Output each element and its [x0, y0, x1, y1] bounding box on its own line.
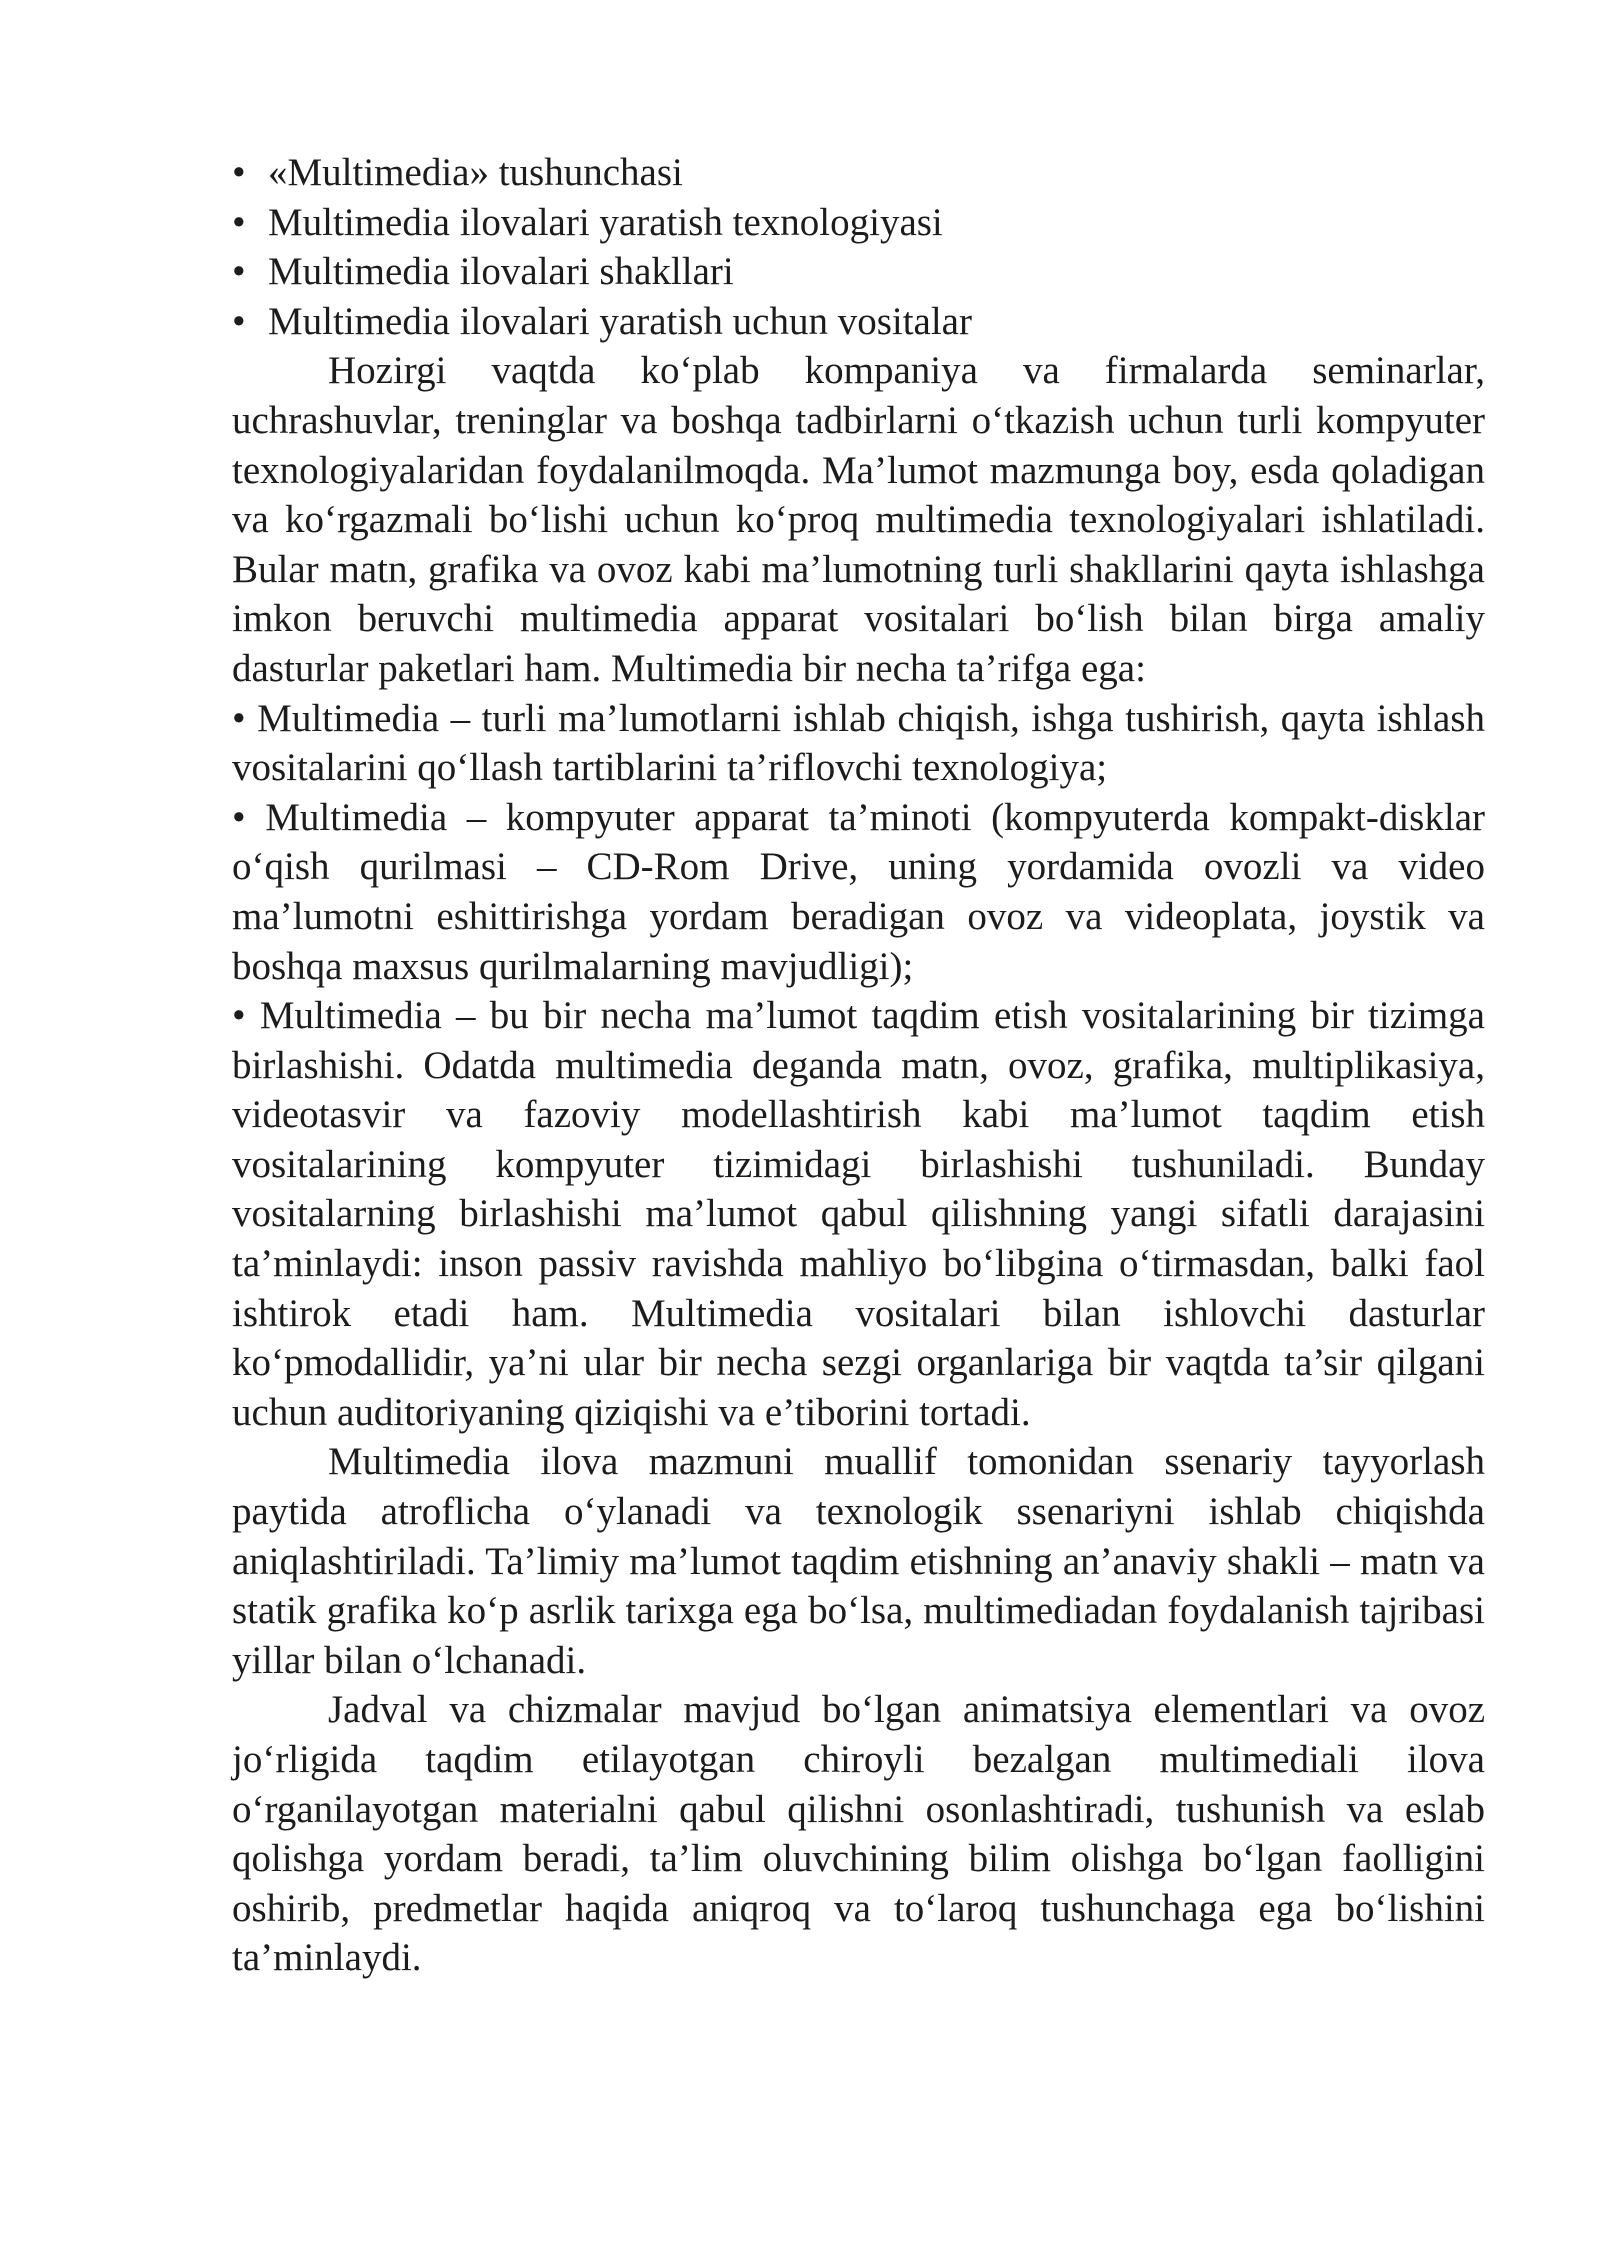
topic-item: • Multimedia ilovalari yaratish texnologiyasi	[232, 198, 1485, 248]
topic-item: • «Multimedia» tushunchasi	[232, 148, 1485, 198]
definition-item: • Multimedia – turli ma’lumotlarni ishlab chiqish, ishga tushirish, qayta ishlash vositalarini qo‘llash tartiblarini ta’riflovchi texnologiya;	[232, 696, 1485, 790]
intro-paragraph: Hozirgi vaqtda ko‘plab kompaniya va firmalarda seminarlar, uchrashuvlar, treninglar va boshqa tadbirlarni o‘tkazish uchun turli kompyuter texnologiyalaridan foydalanilmoqda. Ma’lumot mazmunga boy, esda qoladigan va ko‘rgazmali bo‘lishi uchun ko‘proq multimedia texnologiyalari ishlatiladi. Bular matn, grafika va ovoz kabi ma’lumotning turli shakllarini qayta ishlashga imkon beruvchi multimedia apparat vositalari bo‘lish bilan birga amaliy dasturlar paketlari ham. Multimedia bir necha ta’rifga ega:	[232, 349, 1485, 690]
topic-item: • Multimedia ilovalari shakllari	[232, 247, 1485, 297]
definition-item: • Multimedia – bu bir necha ma’lumot taqdim etish vositalarining bir tizimga birlashishi. Odatda multimedia deganda matn, ovoz, grafika, multiplikasiya, videotasvir va fazoviy modellashtirish kabi ma’lumot taqdim etish vositalarining kompyuter tizimidagi birlashishi tushuniladi. Bunday vositalarning birlashishi ma’lumot qabul qilishning yangi sifatli darajasini ta’minlaydi: inson passiv ravishda mahliyo bo‘libgina o‘tirmasdan, balki faol ishtirok etadi ham. Multimedia vositalari bilan ishlovchi dasturlar ko‘pmodallidir, ya’ni ular bir necha sezgi organlariga bir vaqtda ta’sir qilgani uchun auditoriyaning qiziqishi va e’tiborini tortadi.	[232, 994, 1485, 1434]
topic-list	[232, 148, 1485, 346]
body-paragraph: Jadval va chizmalar mavjud bo‘lgan animatsiya elementlari va ovoz jo‘rligida taqdim etilayotgan chiroyli bezalgan multimediali ilova o‘rganilayotgan materialni qabul qilishni osonlashtiradi, tushunish va eslab qolishga yordam beradi, ta’lim oluvchining bilim olishga bo‘lgan faolligini oshirib, predmetlar haqida aniqroq va to‘laroq tushunchaga ega bo‘lishini ta’minlaydi.	[232, 1688, 1485, 1980]
definition-item: • Multimedia – kompyuter apparat ta’minoti (kompyuterda kompakt-disklar o‘qish qurilmasi – CD-Rom Drive, uning yordamida ovozli va video ma’lumotni eshittirishga yordam beradigan ovoz va videoplata, joystik va boshqa maxsus qurilmalarning mavjudligi);	[232, 795, 1485, 988]
body-paragraph: Multimedia ilova mazmuni muallif tomonidan ssenariy tayyorlash paytida atroflicha o‘ylanadi va texnologik ssenariyni ishlab chiqishda aniqlashtiriladi. Ta’limiy ma’lumot taqdim etishning an’anaviy shakli – matn va statik grafika ko‘p asrlik tarixga ega bo‘lsa, multimediadan foydalanish tajribasi yillar bilan o‘lchanadi.	[232, 1440, 1485, 1682]
topic-item: • Multimedia ilovalari yaratish uchun vositalar	[232, 297, 1485, 347]
